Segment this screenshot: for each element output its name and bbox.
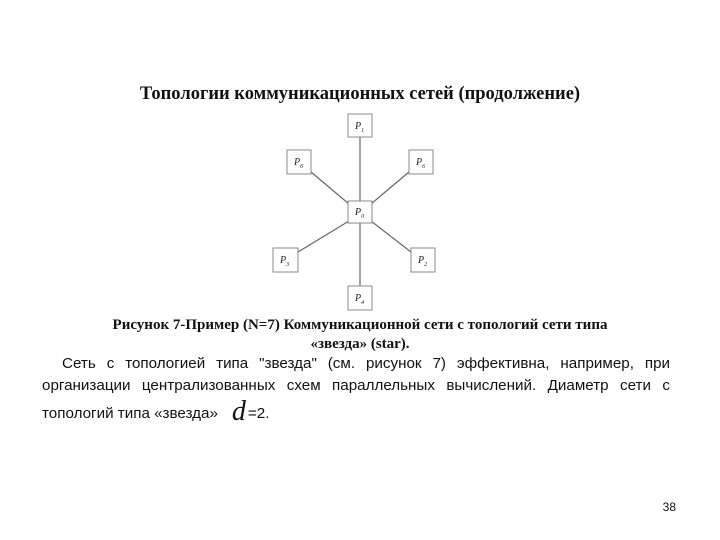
diameter-symbol: d [231, 396, 246, 427]
edge-center-lower-left [298, 221, 349, 252]
node-upper-left [287, 150, 311, 174]
svg-text:P2: $P_2$ [418, 255, 428, 268]
paragraph-line-3-text: топологий типа «звезда» [42, 405, 218, 422]
svg-text:P0: $P_0$ [355, 207, 365, 220]
svg-text:P4: $P_4$ [355, 293, 365, 306]
edge-center-lower-right [371, 221, 411, 252]
svg-text:P1: $P_1$ [355, 121, 365, 134]
svg-text:P3: $P_3$ [280, 255, 290, 268]
caption-line-1: Рисунок 7-Пример (N=7) Коммуникационной сети с топологий сети типа [112, 317, 608, 333]
page-number: 38 [662, 500, 676, 514]
node-center [348, 201, 372, 223]
paragraph-line-1: Сеть с топологией типа "звезда" (см. рисунок 7) эффективна, например, при [62, 355, 670, 372]
figure-caption [50, 316, 670, 354]
node-top [348, 114, 372, 137]
slide-title: Топологии коммуникационных сетей (продолжение) [139, 84, 581, 104]
edge-center-upper-left [311, 172, 349, 204]
body-paragraph [42, 353, 670, 425]
caption-line-2: «звезда» (star). [310, 336, 410, 352]
svg-text:P6: $P_6$ [294, 157, 304, 170]
diameter-value: =2. [247, 405, 270, 422]
paragraph-line-3 [42, 396, 670, 427]
node-upper-right [409, 150, 433, 174]
node-bottom [348, 286, 372, 310]
edge-center-upper-right [371, 172, 409, 204]
paragraph-line-2: организации централизованных схем параллельных вычислений. Диаметр сети с [42, 377, 670, 394]
node-lower-right [411, 248, 435, 272]
svg-text:P6: $P_6$ [416, 157, 426, 170]
node-lower-left [273, 248, 298, 272]
